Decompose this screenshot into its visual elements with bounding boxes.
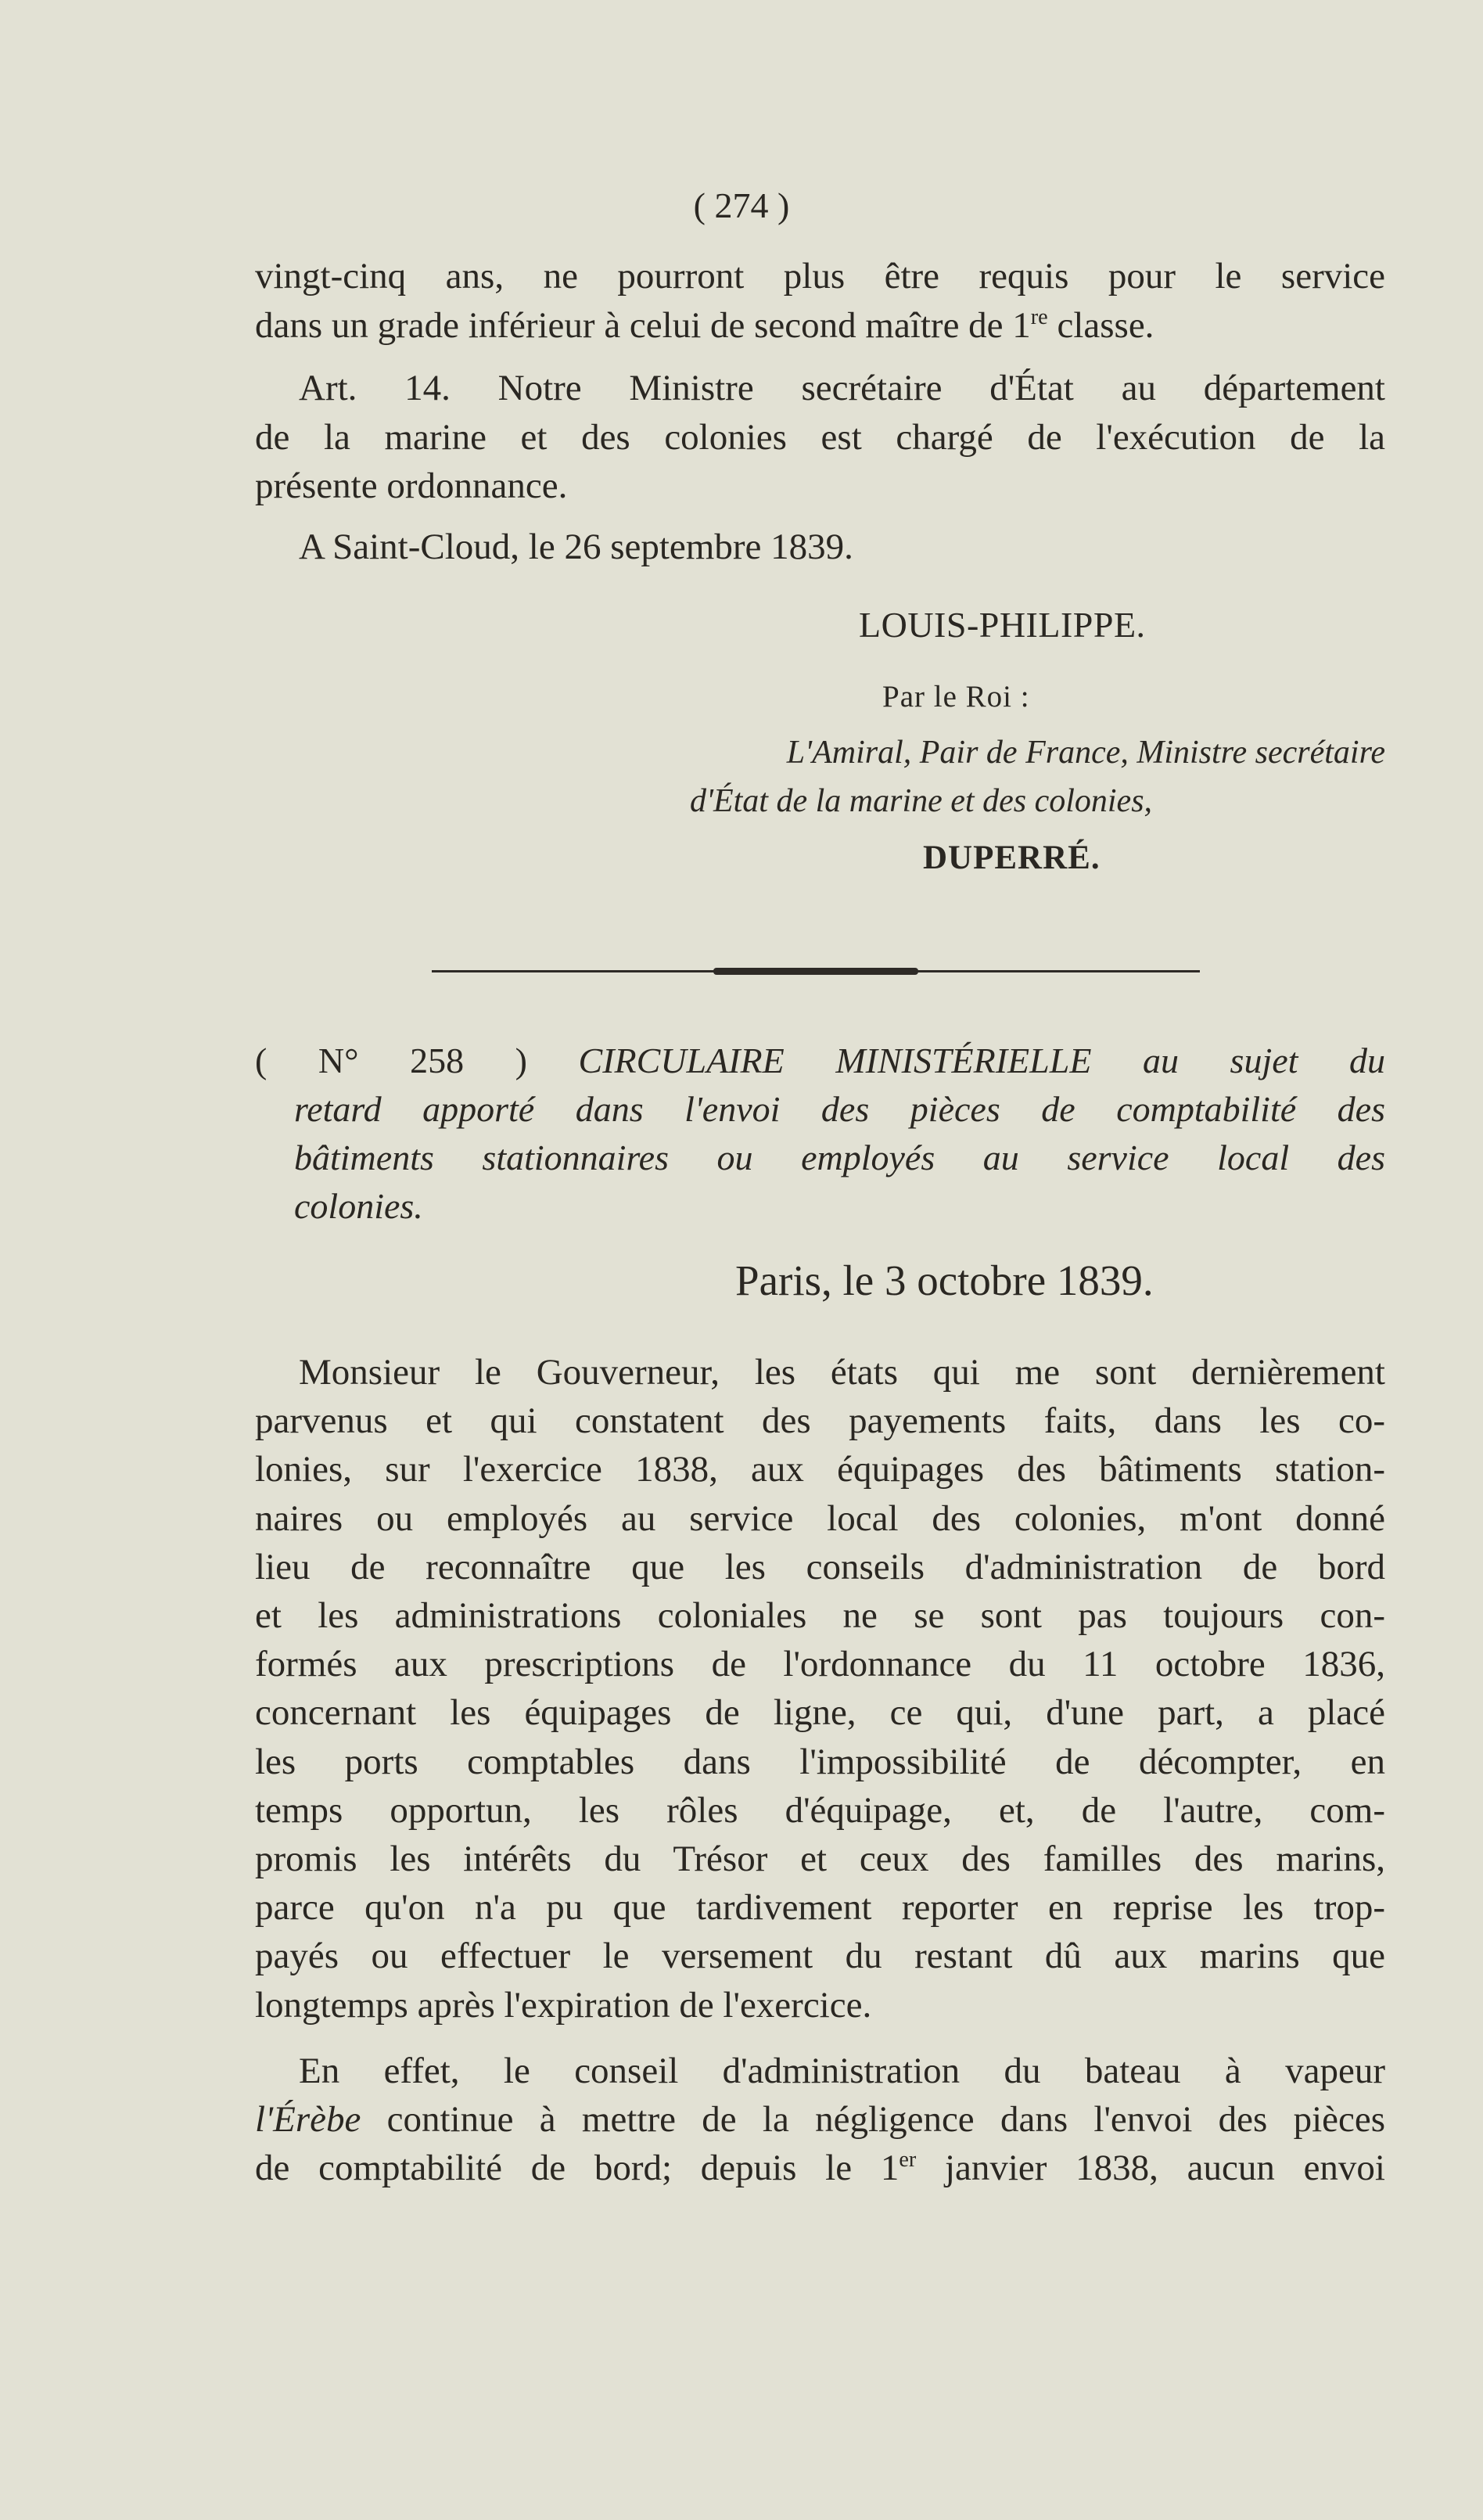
text-line: parce qu'on n'a pu que tardivement reporter en reprise les trop-: [255, 1887, 1385, 1929]
text-line: de comptabilité de bord; depuis le 1er janvier 1838, aucun envoi: [255, 2148, 1385, 2189]
page-number: ( 274 ): [693, 185, 790, 225]
text-line: payés ou effectuer le versement du restant dû aux marins que: [255, 1936, 1385, 1977]
ship-name: l'Érèbe: [255, 2099, 361, 2141]
text-line: les ports comptables dans l'impossibilité de décompter, en: [255, 1741, 1385, 1782]
text-line: formés aux prescriptions de l'ordonnance du 11 octobre 1836,: [255, 1644, 1385, 1685]
text-line: l'Érèbe continue à mettre de la négligence dans l'envoi des pièces: [255, 2099, 1385, 2141]
circular-date: Paris, le 3 octobre 1839.: [735, 1256, 1154, 1304]
text-line: retard apporté dans l'envoi des pièces de comptabilité des: [294, 1089, 1385, 1129]
circular-number: ( N° 258 ): [255, 1041, 527, 1080]
text-line: parvenus et qui constatent des payements faits, dans les co-: [255, 1400, 1385, 1442]
text-line: vingt-cinq ans, ne pourront plus être requis pour le service: [255, 256, 1385, 297]
text-line: colonies.: [294, 1186, 423, 1226]
text-line: naires ou employés au service local des colonies, m'ont donné: [255, 1497, 1385, 1539]
date-place: A Saint-Cloud, le 26 septembre 1839.: [299, 527, 853, 567]
text-line: de la marine et des colonies est chargé de l'exécution de la: [255, 416, 1385, 458]
text-line: lieu de reconnaître que les conseils d'administration de bord: [255, 1546, 1385, 1587]
par-le-roi: Par le Roi :: [882, 680, 1030, 714]
text-line: bâtiments stationnaires ou employés au service local des: [294, 1138, 1385, 1177]
text-line: concernant les équipages de ligne, ce qui, d'une part, a placé: [255, 1692, 1385, 1734]
body-paragraph-1: [255, 1348, 1385, 2029]
signature-minister: DUPERRÉ.: [923, 839, 1101, 876]
minister-title-line1: L'Amiral, Pair de France, Ministre secrétaire: [786, 735, 1385, 771]
signature-king: LOUIS-PHILIPPE.: [859, 605, 1146, 645]
text-line: et les administrations coloniales ne se sont pas toujours con-: [255, 1595, 1385, 1637]
minister-title-line2: d'État de la marine et des colonies,: [690, 783, 1153, 819]
text-line: longtemps après l'expiration de l'exercice.: [255, 1984, 872, 2026]
continuation-paragraph: [255, 252, 1385, 350]
text-line: En effet, le conseil d'administration du bateau à vapeur: [299, 2051, 1385, 2091]
body-paragraph-2: [255, 2047, 1385, 2193]
circular-heading: [255, 1037, 1385, 1231]
article-14: [255, 364, 1385, 511]
text-line: ( N° 258 ) CIRCULAIRE MINISTÉRIELLE au sujet du: [255, 1041, 1385, 1080]
section-divider-thick: [713, 968, 918, 975]
text-line: lonies, sur l'exercice 1838, aux équipages des bâtiments station-: [255, 1449, 1385, 1490]
text-line: Art. 14. Notre Ministre secrétaire d'État au département: [299, 368, 1385, 408]
text-line: présente ordonnance.: [255, 466, 568, 506]
text-line: promis les intérêts du Trésor et ceux des familles des marins,: [255, 1839, 1385, 1880]
text-line: temps opportun, les rôles d'équipage, et, de l'autre, com-: [255, 1789, 1385, 1831]
text-line: Monsieur le Gouverneur, les états qui me sont dernièrement: [299, 1352, 1385, 1393]
text-line: dans un grade inférieur à celui de second maître de 1re classe.: [255, 304, 1154, 346]
